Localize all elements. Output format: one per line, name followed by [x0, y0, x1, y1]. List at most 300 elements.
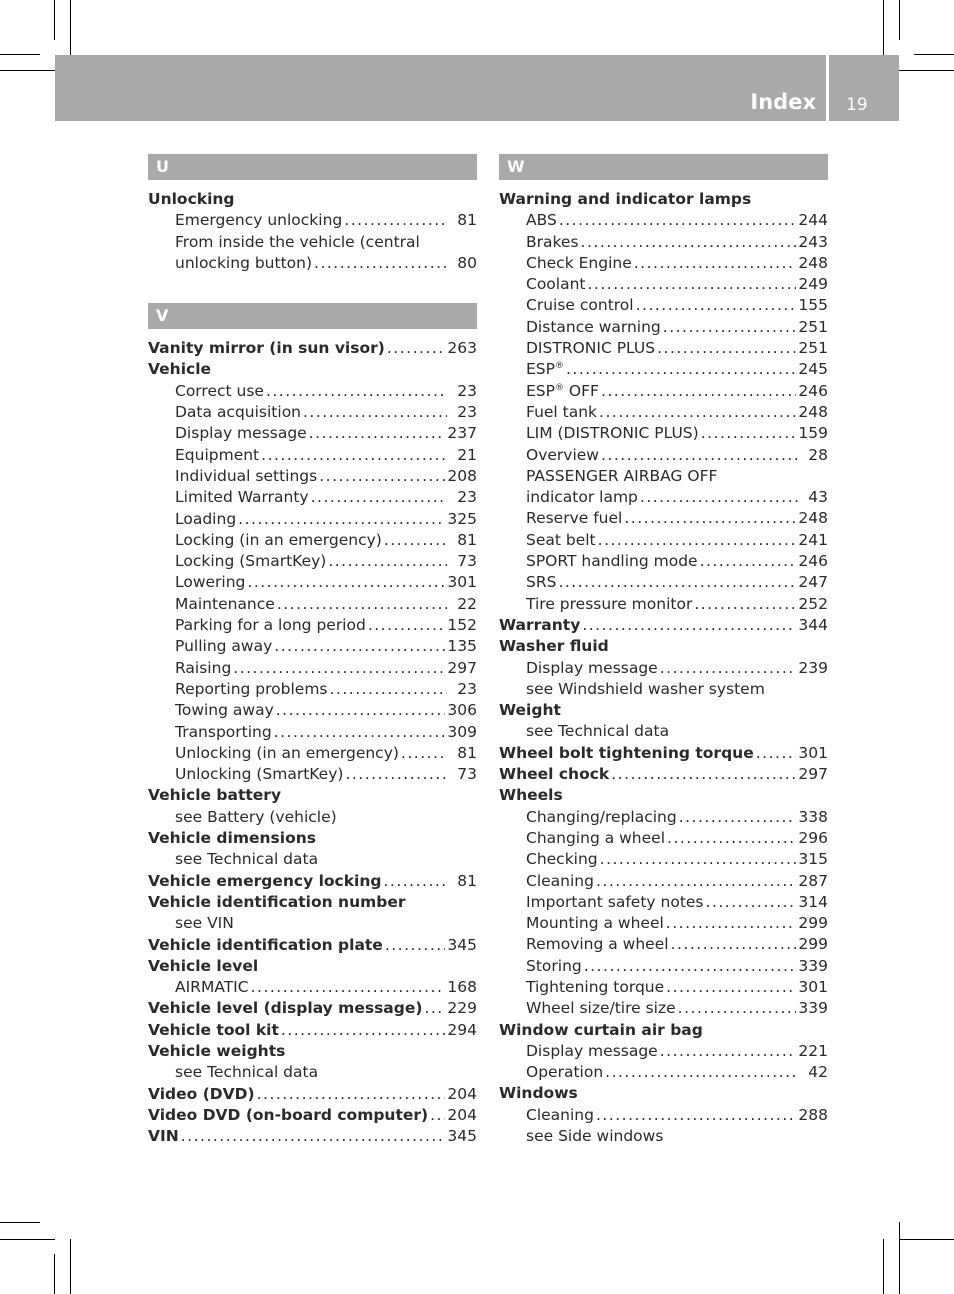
entry-label: Raising	[175, 658, 232, 677]
entry-label: PASSENGER AIRBAG OFF	[526, 466, 718, 485]
page-ref: 237	[447, 424, 477, 443]
leader-dots	[274, 722, 446, 743]
page-number: 19	[846, 95, 868, 115]
entry-label: Parking for a long period	[175, 616, 366, 635]
leader-dots	[605, 1062, 798, 1083]
page-ref: 263	[447, 339, 477, 358]
leader-dots	[624, 508, 796, 529]
leader-dots	[581, 232, 797, 253]
entry-label: Warning and indicator lamps	[499, 190, 752, 208]
entry-label: Vehicle identification plate	[148, 935, 383, 954]
entry-label: Tire pressure monitor	[526, 594, 693, 613]
section-letter-w: W	[499, 154, 828, 180]
entry-label: Wheel bolt tightening torque	[499, 743, 754, 762]
leader-dots	[596, 1105, 796, 1126]
leader-dots	[660, 1041, 797, 1062]
entry-label: Video DVD (on-board computer)	[148, 1105, 429, 1124]
entry-label: Cleaning	[526, 871, 594, 890]
entry-label: VIN	[148, 1127, 179, 1146]
index-entry	[148, 871, 477, 892]
entry-label: Tightening torque	[526, 977, 665, 996]
leader-dots	[671, 934, 797, 955]
index-subentry	[499, 402, 828, 423]
entry-label: Removing a wheel	[526, 935, 669, 954]
entry-label: Vehicle	[148, 360, 212, 379]
index-subentry	[499, 1062, 828, 1083]
leader-dots	[383, 871, 447, 892]
leader-dots	[706, 892, 797, 913]
entry-label: Mounting a wheel	[526, 914, 664, 933]
index-subentry	[499, 508, 828, 529]
entry-label: ESP® OFF	[526, 381, 599, 400]
index-subentry	[148, 700, 477, 721]
entry-label: From inside the vehicle (central	[175, 232, 420, 251]
index-subentry	[499, 381, 828, 402]
entry-label: Locking (in an emergency)	[175, 530, 382, 549]
index-subentry	[148, 572, 477, 593]
entry-label: Towing away	[175, 701, 274, 720]
index-entry	[499, 700, 828, 721]
index-subentry	[148, 509, 477, 530]
index-subentry	[499, 274, 828, 295]
page-ref: 21	[457, 445, 477, 464]
leader-dots	[663, 317, 797, 338]
leader-dots	[666, 977, 796, 998]
index-subentry	[499, 1126, 828, 1147]
crop-mark	[899, 1239, 954, 1240]
crop-mark	[54, 0, 55, 40]
entry-label: Vehicle tool kit	[148, 1020, 279, 1039]
leader-dots	[345, 764, 447, 785]
crop-mark	[914, 54, 954, 55]
page-ref: 155	[798, 296, 828, 315]
index-subentry	[499, 828, 828, 849]
leader-dots	[559, 210, 797, 231]
page-ref: 339	[798, 999, 828, 1018]
entry-label: Display message	[175, 424, 307, 443]
page-ref: 28	[808, 445, 828, 464]
entry-label: Maintenance	[175, 594, 275, 613]
index-subentry	[499, 551, 828, 572]
entry-label: ESP®	[526, 360, 564, 379]
entry-label: see Side windows	[526, 1127, 664, 1146]
entry-label: Emergency unlocking	[175, 211, 343, 230]
leader-dots	[233, 658, 445, 679]
index-subentry	[148, 487, 477, 508]
entry-label: LIM (DISTRONIC PLUS)	[526, 424, 699, 443]
entry-label: Equipment	[175, 445, 260, 464]
entry-label: Vehicle battery	[148, 786, 282, 805]
entry-label: see Technical data	[175, 1063, 319, 1082]
index-subentry	[148, 594, 477, 615]
entry-label: Important safety notes	[526, 892, 704, 911]
entry-label: Operation	[526, 1063, 604, 1082]
page-ref: 345	[447, 935, 477, 954]
index-entry	[148, 338, 477, 359]
page-ref: 251	[798, 317, 828, 336]
leader-dots	[266, 381, 447, 402]
index-column-left	[148, 154, 477, 1147]
page-ref: 306	[447, 701, 477, 720]
page-ref: 249	[798, 275, 828, 294]
index-subentry	[148, 253, 477, 274]
index-entry	[499, 615, 828, 636]
page-ref: 241	[798, 530, 828, 549]
index-entry	[499, 189, 828, 210]
index-subentry	[499, 232, 828, 253]
page-ref: 23	[457, 679, 477, 698]
page-ref: 42	[808, 1063, 828, 1082]
page-ref: 248	[798, 509, 828, 528]
entry-label: Locking (SmartKey)	[175, 552, 327, 571]
leader-dots	[599, 402, 796, 423]
leader-dots	[566, 359, 796, 380]
entry-label: Unlocking (in an emergency)	[175, 743, 399, 762]
crop-mark	[899, 1222, 900, 1294]
page-ref: 297	[798, 765, 828, 784]
index-subentry	[148, 977, 477, 998]
page-ref: 229	[447, 999, 477, 1018]
leader-dots	[274, 636, 445, 657]
index-subentry	[148, 658, 477, 679]
entry-label: Wheel chock	[499, 765, 610, 784]
index-subentry	[499, 658, 828, 679]
leader-dots	[666, 913, 797, 934]
page-ref: 73	[457, 765, 477, 784]
page-ref: 297	[447, 658, 477, 677]
page-ref: 296	[798, 828, 828, 847]
index-subentry	[148, 551, 477, 572]
leader-dots	[276, 700, 446, 721]
leader-dots	[660, 658, 797, 679]
page-ref: 301	[447, 573, 477, 592]
entry-label: Wheels	[499, 786, 563, 805]
crop-mark	[899, 70, 954, 71]
leader-dots	[311, 487, 447, 508]
index-subentry	[148, 210, 477, 231]
entry-label: AIRMATIC	[175, 978, 249, 997]
entry-label: Pulling away	[175, 637, 273, 656]
index-entry	[148, 785, 477, 806]
page-ref: 204	[447, 1084, 477, 1103]
leader-dots	[679, 807, 797, 828]
page-ref: 344	[798, 615, 828, 634]
index-entry	[148, 892, 477, 913]
entry-label: Data acquisition	[175, 403, 301, 422]
crop-mark	[0, 1222, 40, 1223]
leader-dots	[601, 381, 796, 402]
leader-dots	[385, 935, 446, 956]
leader-dots	[251, 977, 446, 998]
index-subentry	[148, 423, 477, 444]
page-ref: 301	[798, 743, 828, 762]
entry-label: Changing a wheel	[526, 828, 666, 847]
crop-mark	[70, 0, 71, 55]
leader-dots	[368, 615, 446, 636]
entry-label: Vehicle level	[148, 956, 259, 975]
crop-mark	[54, 1254, 55, 1294]
index-subentry	[499, 1041, 828, 1062]
page-ref: 248	[798, 253, 828, 272]
crop-mark	[883, 1239, 884, 1294]
crop-mark	[0, 1239, 55, 1240]
leader-dots	[657, 338, 796, 359]
page-ref: 73	[457, 552, 477, 571]
page-ref: 81	[457, 871, 477, 890]
entry-label: see Technical data	[175, 850, 319, 869]
leader-dots	[344, 210, 447, 231]
page-ref: 244	[798, 211, 828, 230]
leader-dots	[596, 871, 796, 892]
index-subentry	[148, 849, 477, 870]
leader-dots	[309, 423, 446, 444]
entry-label: Limited Warranty	[175, 488, 309, 507]
entry-label: Check Engine	[526, 253, 632, 272]
index-subentry	[499, 317, 828, 338]
entry-label: Vehicle dimensions	[148, 829, 316, 848]
page-ref: 301	[798, 977, 828, 996]
leader-dots	[401, 743, 447, 764]
header-divider	[826, 55, 829, 121]
page-ref: 315	[798, 850, 828, 869]
page-ref: 288	[798, 1105, 828, 1124]
index-subentry	[499, 1105, 828, 1126]
index-subentry	[499, 849, 828, 870]
entry-label: Display message	[526, 1041, 658, 1060]
leader-dots	[700, 551, 797, 572]
entry-label: SPORT handling mode	[526, 552, 698, 571]
entry-label: Lowering	[175, 573, 246, 592]
index-subentry	[148, 615, 477, 636]
leader-dots	[303, 402, 447, 423]
index-subentry	[148, 445, 477, 466]
leader-dots	[584, 956, 797, 977]
page-ref: 294	[447, 1020, 477, 1039]
entry-label: Vehicle identification number	[148, 892, 406, 911]
entry-label: see VIN	[175, 914, 234, 933]
page-ref: 248	[798, 402, 828, 421]
entry-label: Loading	[175, 509, 237, 528]
index-entry	[499, 1083, 828, 1104]
entry-label: Wheel size/tire size	[526, 999, 676, 1018]
entry-label: ABS	[526, 211, 557, 230]
page-ref: 23	[457, 403, 477, 422]
page-ref: 325	[447, 509, 477, 528]
entry-label: Transporting	[175, 722, 272, 741]
leader-dots	[319, 466, 445, 487]
index-entry	[148, 1020, 477, 1041]
index-entry	[148, 998, 477, 1019]
leader-dots	[600, 849, 797, 870]
page-ref: 80	[457, 253, 477, 272]
leader-dots	[588, 274, 797, 295]
index-subentry	[148, 381, 477, 402]
index-subentry	[499, 594, 828, 615]
crop-mark	[70, 1239, 71, 1294]
index-subentry	[499, 445, 828, 466]
entry-label: Fuel tank	[526, 402, 598, 421]
entry-label: DISTRONIC PLUS	[526, 339, 656, 358]
index-subentry	[499, 338, 828, 359]
index-subentry	[148, 743, 477, 764]
index-subentry	[499, 807, 828, 828]
index-entry	[148, 935, 477, 956]
index-subentry	[499, 956, 828, 977]
entry-label: Overview	[526, 445, 599, 464]
leader-dots	[634, 253, 797, 274]
page-ref: 159	[798, 424, 828, 443]
index-entry	[148, 1041, 477, 1062]
page-ref: 81	[457, 743, 477, 762]
entry-label: see Windshield washer system	[526, 679, 765, 698]
entry-label: indicator lamp	[526, 488, 638, 507]
entry-label: Unlocking	[148, 190, 235, 208]
page-ref: 221	[798, 1041, 828, 1060]
index-entry	[148, 189, 477, 210]
page-ref: 345	[447, 1127, 477, 1146]
entry-label: Cleaning	[526, 1105, 594, 1124]
index-entry	[148, 1126, 477, 1147]
page-ref: 43	[808, 488, 828, 507]
leader-dots	[611, 764, 796, 785]
leader-dots	[261, 445, 447, 466]
leader-dots	[424, 998, 445, 1019]
section-letter-u: U	[148, 154, 477, 180]
leader-dots	[384, 530, 447, 551]
entry-label: Reporting problems	[175, 679, 328, 698]
entry-label: Correct use	[175, 381, 264, 400]
page-ref: 309	[447, 722, 477, 741]
index-subentry	[499, 466, 828, 487]
index-entry	[499, 1020, 828, 1041]
index-subentry	[499, 721, 828, 742]
entry-label: Vanity mirror (in sun visor)	[148, 339, 385, 358]
page-ref: 22	[457, 594, 477, 613]
leader-dots	[387, 338, 446, 359]
index-subentry	[148, 679, 477, 700]
page-ref: 23	[457, 488, 477, 507]
page-ref: 299	[798, 935, 828, 954]
index-entry	[148, 956, 477, 977]
index-entry	[499, 764, 828, 785]
section-gap	[148, 274, 477, 303]
section-letter-v: V	[148, 303, 477, 329]
page-ref: 204	[447, 1105, 477, 1124]
page-ref: 246	[798, 381, 828, 400]
index-entry	[499, 785, 828, 806]
entry-label: Unlocking (SmartKey)	[175, 765, 344, 784]
index-subentry	[148, 530, 477, 551]
entry-label: Windows	[499, 1084, 578, 1103]
page-ref: 246	[798, 552, 828, 571]
crop-mark	[883, 0, 884, 55]
entry-label: Storing	[526, 956, 582, 975]
page-title: Index	[750, 90, 816, 114]
entry-label: Changing/replacing	[526, 807, 677, 826]
leader-dots	[247, 572, 445, 593]
index-subentry	[499, 359, 828, 380]
index-subentry	[499, 530, 828, 551]
index-subentry	[499, 295, 828, 316]
page-ref: 81	[457, 211, 477, 230]
leader-dots	[314, 253, 447, 274]
entry-label: Display message	[526, 658, 658, 677]
index-entry	[148, 359, 477, 380]
entry-label: Weight	[499, 701, 561, 720]
leader-dots	[558, 572, 796, 593]
index-subentry	[499, 423, 828, 444]
leader-dots	[598, 530, 797, 551]
index-subentry	[148, 232, 477, 253]
index-subentry	[499, 871, 828, 892]
entry-label: Window curtain air bag	[499, 1020, 703, 1039]
entry-label: Seat belt	[526, 530, 596, 549]
index-subentry	[499, 679, 828, 700]
page-ref: 243	[798, 232, 828, 251]
index-subentry	[148, 913, 477, 934]
index-subentry	[148, 764, 477, 785]
entry-label: Vehicle weights	[148, 1041, 286, 1060]
entry-label: see Technical data	[526, 722, 670, 741]
page-ref: 81	[457, 530, 477, 549]
leader-dots	[601, 445, 798, 466]
leader-dots	[257, 1084, 446, 1105]
entry-label: Individual settings	[175, 466, 318, 485]
index-subentry	[499, 934, 828, 955]
index-subentry	[148, 466, 477, 487]
entry-label: Distance warning	[526, 317, 661, 336]
leader-dots	[181, 1126, 446, 1147]
leader-dots	[328, 551, 447, 572]
index-subentry	[499, 210, 828, 231]
entry-label: Reserve fuel	[526, 509, 623, 528]
page-ref: 152	[447, 616, 477, 635]
entry-label: Vehicle emergency locking	[148, 871, 382, 890]
entry-label: Checking	[526, 850, 598, 869]
entry-label: see Battery (vehicle)	[175, 807, 337, 826]
entry-label: Vehicle level (display message)	[148, 999, 423, 1018]
page-ref: 247	[798, 573, 828, 592]
entry-label: Video (DVD)	[148, 1084, 255, 1103]
page-ref: 338	[798, 807, 828, 826]
leader-dots	[281, 1020, 446, 1041]
entry-label: Cruise control	[526, 296, 634, 315]
leader-dots	[582, 615, 796, 636]
index-subentry	[499, 977, 828, 998]
leader-dots	[701, 423, 797, 444]
index-subentry	[499, 253, 828, 274]
index-subentry	[499, 913, 828, 934]
index-entry	[499, 636, 828, 657]
leader-dots	[667, 828, 796, 849]
index-entry	[148, 828, 477, 849]
leader-dots	[678, 998, 797, 1019]
leader-dots	[636, 295, 797, 316]
entry-label: Washer fluid	[499, 637, 609, 656]
index-subentry	[148, 402, 477, 423]
leader-dots	[640, 487, 798, 508]
index-column-right	[499, 154, 828, 1147]
crop-mark	[0, 70, 55, 71]
index-subentry	[499, 892, 828, 913]
page-ref: 208	[447, 466, 477, 485]
index-subentry	[499, 487, 828, 508]
index-subentry	[148, 1062, 477, 1083]
page-ref: 23	[457, 381, 477, 400]
entry-label: SRS	[526, 573, 557, 592]
page-ref: 245	[798, 360, 828, 379]
index-subentry	[148, 807, 477, 828]
